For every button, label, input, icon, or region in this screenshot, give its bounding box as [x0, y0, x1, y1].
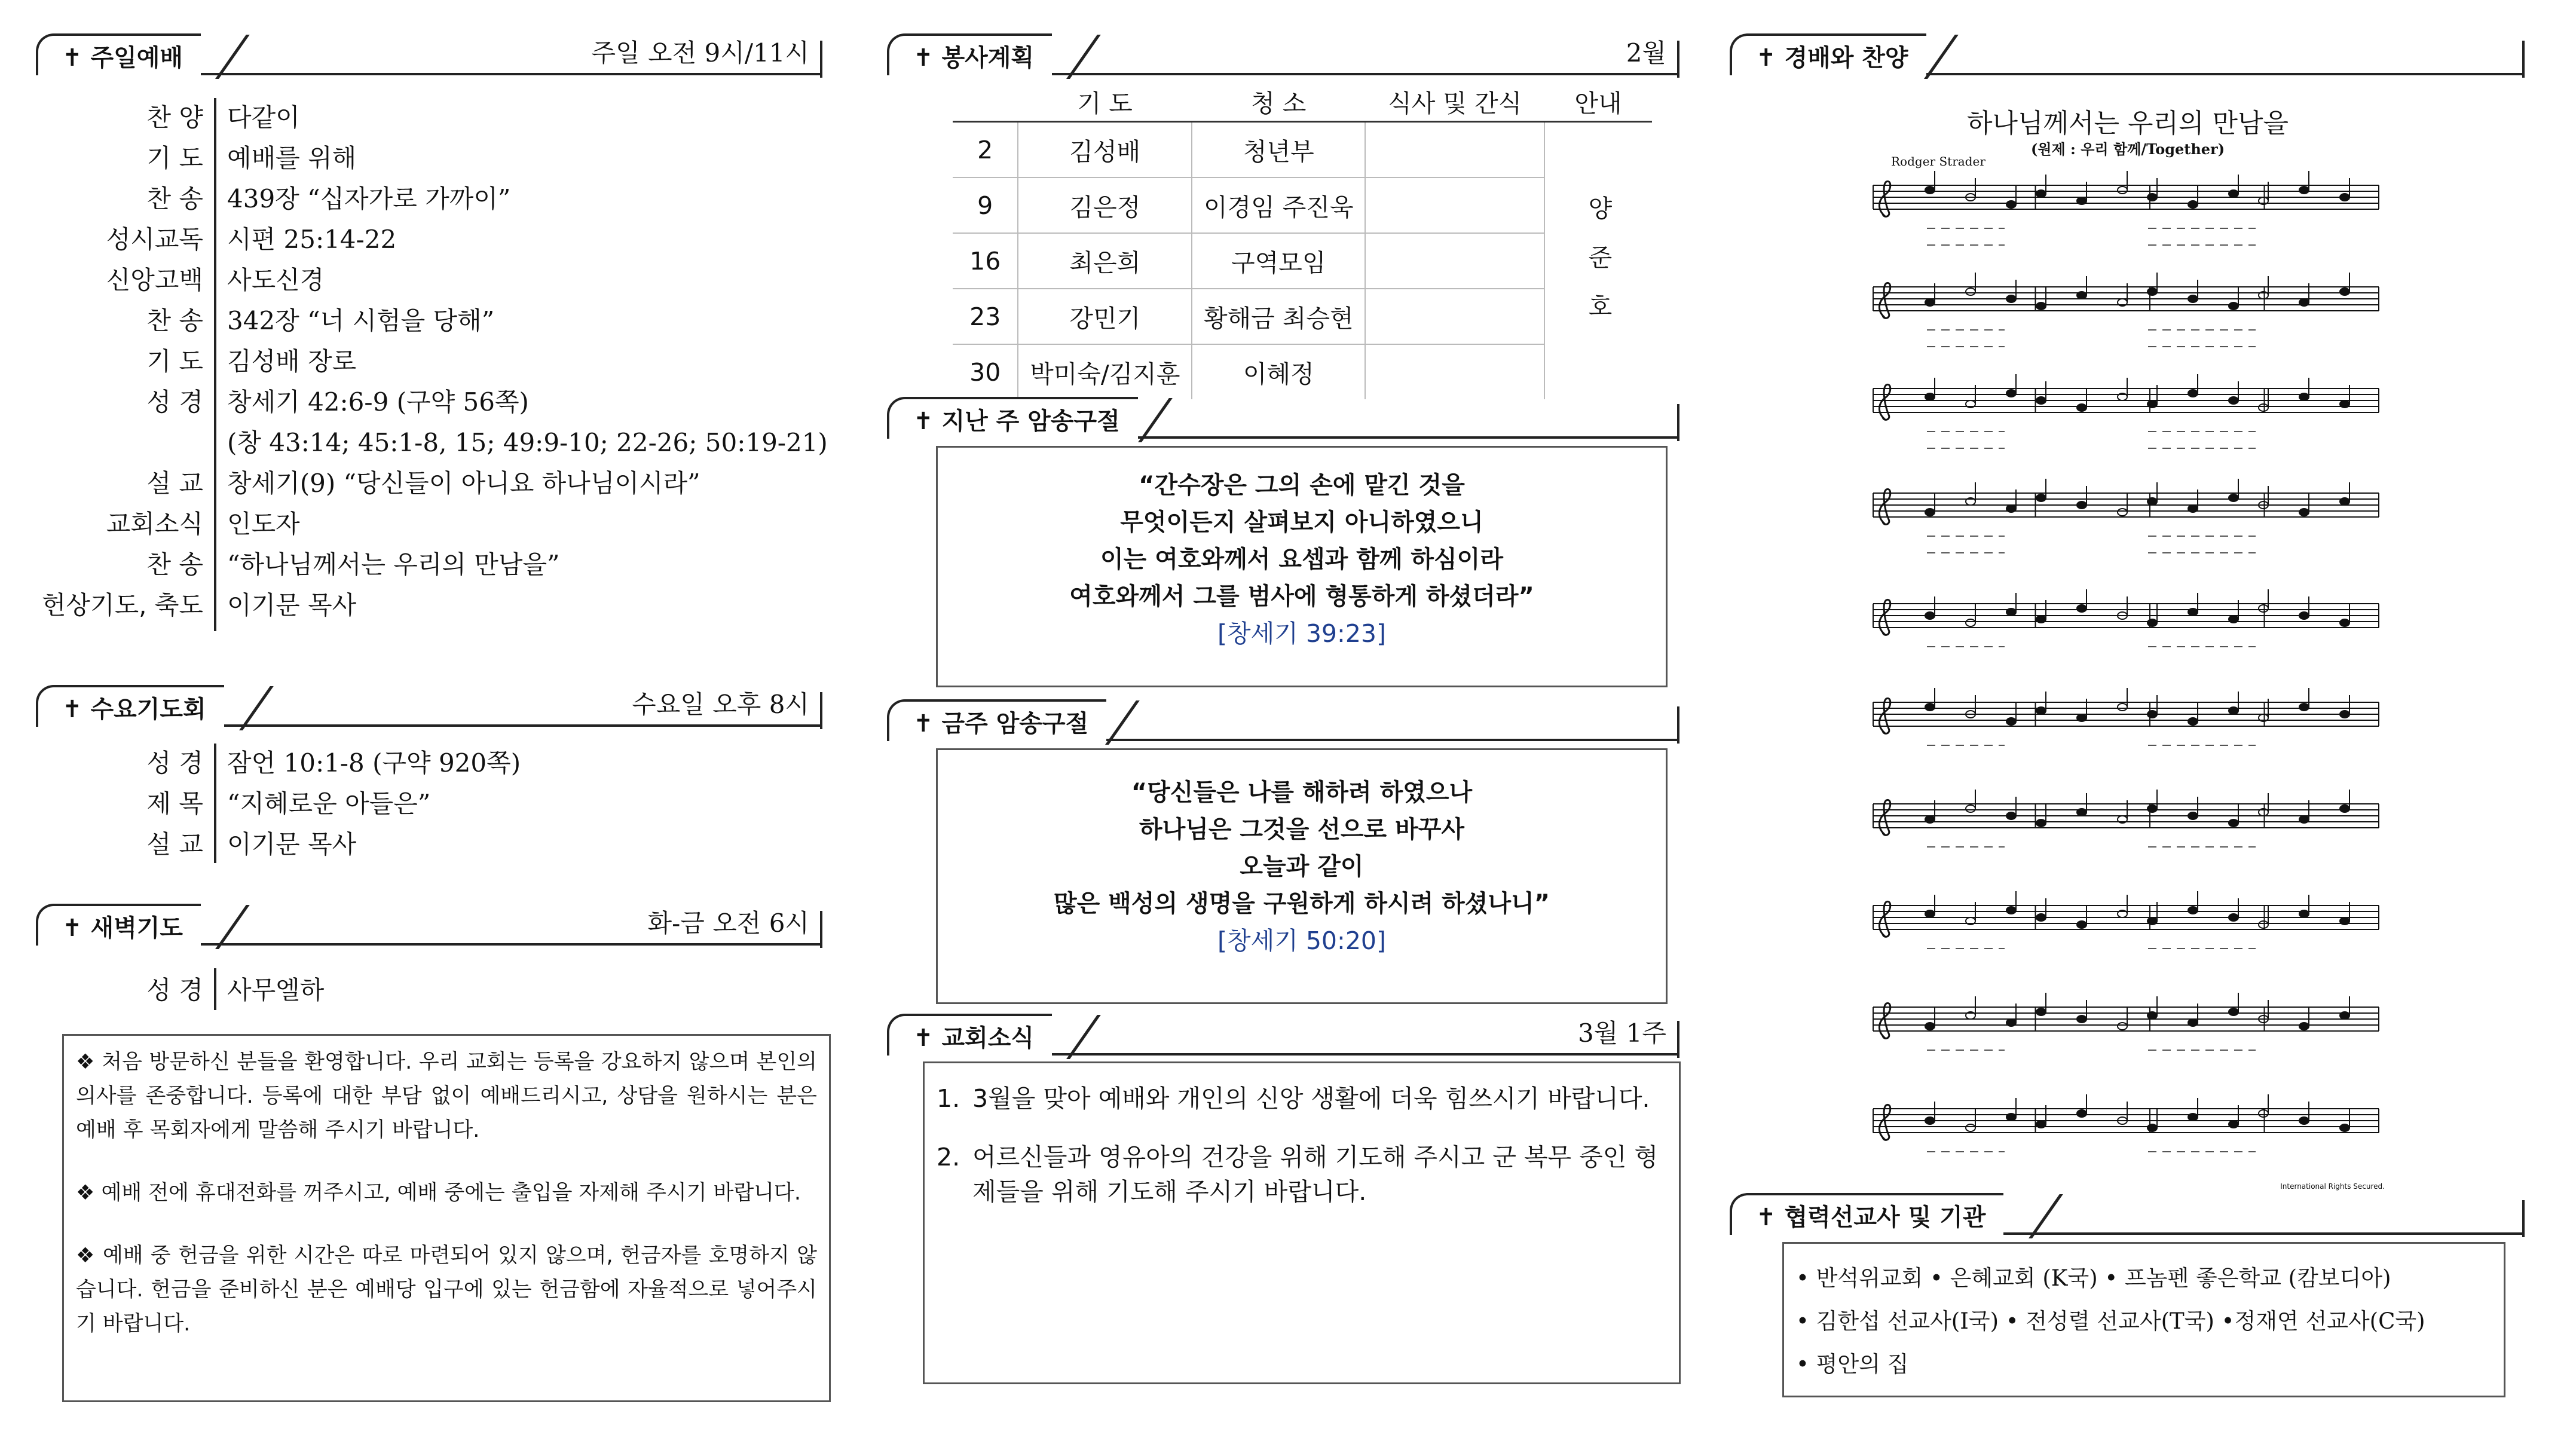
- news-number: 2.: [937, 1143, 960, 1171]
- cleaning-cell: 이혜정: [1192, 344, 1365, 399]
- verse-line: 하나님은 그것을 선으로 바꾸사: [1139, 816, 1465, 843]
- week-label: 3월 1주: [1578, 1018, 1666, 1048]
- service-item-value: 사도신경: [227, 265, 325, 295]
- note-head: [2299, 393, 2309, 400]
- service-item: [24, 741, 521, 782]
- service-item-value: 이기문 목사: [227, 830, 357, 859]
- note-head: [2259, 404, 2268, 411]
- note-head: [2147, 498, 2157, 505]
- meal-cell: [1365, 122, 1544, 178]
- this-week-verse-header: [887, 699, 1679, 741]
- note-head: [2188, 718, 2198, 725]
- note-head: [2118, 1023, 2127, 1030]
- section-title: ✝ 새벽기도: [62, 914, 183, 942]
- service-item: [24, 968, 324, 1009]
- note-head: [2147, 1012, 2157, 1019]
- note-head: [2036, 707, 2046, 714]
- note-head: [2077, 809, 2087, 816]
- note-head: [2259, 1110, 2268, 1117]
- note-head: [2299, 1117, 2309, 1124]
- day-cell: 16: [953, 233, 1018, 289]
- note-head: [2006, 907, 2016, 914]
- service-item-value: 사무엘하: [227, 975, 325, 1005]
- welcome-notice-box: [62, 1034, 831, 1402]
- usher-name: 양 준 호: [1583, 195, 1613, 327]
- note-head: [2036, 190, 2046, 197]
- note-head: [2006, 608, 2016, 616]
- cleaning-cell: 황해금 최승현: [1192, 289, 1365, 344]
- note-head: [2006, 295, 2016, 302]
- note-head: [2188, 1113, 2198, 1121]
- service-item-label: 설 교: [146, 830, 203, 859]
- note-head: [2340, 400, 2349, 408]
- prayer-cell: 박미숙/김지훈: [1018, 344, 1192, 399]
- note-head: [2340, 711, 2349, 718]
- note-head: [2299, 612, 2309, 619]
- service-item-label: 헌상기도, 축도: [41, 591, 203, 620]
- service-item-value: 시편 25:14-22: [227, 225, 397, 254]
- service-item-label: 찬 양: [146, 103, 203, 132]
- church-news-header: [887, 1014, 1679, 1056]
- note-head: [2188, 505, 2198, 512]
- day-cell: 30: [953, 344, 1018, 399]
- cleaning-cell: 이경임 주진욱: [1192, 178, 1365, 233]
- service-item-label: 신앙고백: [106, 265, 203, 295]
- note-head: [1966, 1124, 1975, 1131]
- treble-clef-icon: [1879, 698, 1890, 733]
- service-item: [24, 502, 828, 543]
- service-item: [24, 822, 521, 863]
- last-week-verse-header: [887, 397, 1679, 439]
- service-item: [24, 380, 828, 421]
- copyright-label: International Rights Secured.: [2280, 1182, 2385, 1191]
- service-item: [24, 258, 828, 299]
- notice-paragraph: ❖ 처음 방문하신 분들을 환영합니다. 우리 교회는 등록을 강요하지 않으며 본인의 의사를 존중합니다. 등록에 대한 부담 없이 예배드리시고, 상담을 원하시는 분은 예배 후 목회자에게 말씀해 주시기 바랍니다.: [76, 1050, 817, 1142]
- sunday-service-header: [36, 33, 822, 75]
- dawn-prayer-header: [36, 904, 822, 946]
- wednesday-order-of-service: [24, 741, 521, 863]
- note-head: [2006, 505, 2016, 512]
- verse-reference: [창세기 50:20]: [1217, 926, 1386, 955]
- note-head: [2077, 1110, 2087, 1117]
- meal-cell: [1365, 289, 1544, 344]
- note-head: [2147, 400, 2157, 408]
- worship-song-header: [1730, 33, 2525, 75]
- note-head: [1966, 805, 1975, 812]
- note-head: [1925, 1023, 1935, 1030]
- notice-paragraph: ❖ 예배 전에 휴대전화를 꺼주시고, 예배 중에는 출입을 자제해 주시기 바랍니다.: [76, 1181, 801, 1205]
- mission-line: • 평안의 집: [1796, 1351, 1909, 1377]
- note-head: [2229, 494, 2238, 501]
- verse-line: 많은 백성의 생명을 구원하게 하시려 하셨나니”: [1053, 890, 1550, 917]
- note-head: [2147, 194, 2157, 201]
- news-text: 어르신들과 영유아의 건강을 위해 기도해 주시고 군 복무 중인 형제들을 위해 기도해 주시기 바랍니다.: [972, 1143, 1659, 1206]
- verse-reference: [창세기 39:23]: [1217, 619, 1386, 648]
- note-head: [2229, 819, 2238, 827]
- cleaning-cell: 청년부: [1192, 122, 1365, 178]
- dawn-order-of-service: [24, 968, 324, 1009]
- prayer-cell: 강민기: [1018, 289, 1192, 344]
- note-head: [2229, 190, 2238, 197]
- note-head: [1966, 288, 1975, 295]
- note-head: [2036, 819, 2046, 827]
- note-head: [2340, 498, 2349, 505]
- note-head: [2188, 295, 2198, 302]
- song-title: 하나님께서는 우리의 만남을: [1966, 108, 2289, 139]
- prayer-cell: 최은희: [1018, 233, 1192, 289]
- treble-clef-icon: [1879, 901, 1890, 937]
- note-head: [2340, 288, 2349, 295]
- service-item: [24, 299, 828, 339]
- treble-clef-icon: [1879, 1003, 1890, 1038]
- note-head: [2006, 390, 2016, 397]
- column-header-prayer: 기 도: [1018, 81, 1192, 122]
- note-head: [2229, 914, 2238, 921]
- missions-box: [1782, 1242, 2505, 1397]
- mission-line: • 반석위교회 • 은혜교회 (K국) • 프놈펜 좋은학교 (캄보디아): [1796, 1265, 2391, 1291]
- service-item-label: 교회소식: [106, 509, 203, 539]
- meal-cell: [1365, 344, 1544, 399]
- meal-cell: [1365, 178, 1544, 233]
- note-head: [2006, 201, 2016, 208]
- service-item-label: 찬 송: [146, 184, 203, 213]
- service-item-label: 성 경: [146, 387, 203, 417]
- news-number: 1.: [937, 1084, 960, 1113]
- note-head: [2229, 1121, 2238, 1128]
- note-head: [1925, 509, 1935, 516]
- treble-clef-icon: [1879, 181, 1890, 216]
- note-head: [1966, 619, 1975, 626]
- section-title: ✝ 금주 암송구절: [913, 709, 1089, 738]
- note-head: [2036, 1008, 2046, 1015]
- service-item-label: 기 도: [146, 347, 203, 376]
- prayer-cell: 김성배: [1018, 122, 1192, 178]
- treble-clef-icon: [1879, 283, 1890, 318]
- note-head: [2188, 390, 2198, 397]
- table-row: [953, 122, 1652, 178]
- treble-clef-icon: [1879, 384, 1890, 420]
- treble-clef-icon: [1879, 489, 1890, 524]
- section-title: ✝ 경배와 찬양: [1756, 44, 1908, 72]
- note-head: [2036, 616, 2046, 623]
- service-item: [24, 543, 828, 583]
- treble-clef-icon: [1879, 1105, 1890, 1140]
- note-head: [2259, 605, 2268, 612]
- prayer-cell: 김은정: [1018, 178, 1192, 233]
- service-item: [24, 461, 828, 502]
- note-head: [2188, 608, 2198, 616]
- section-title: ✝ 지난 주 암송구절: [913, 407, 1120, 435]
- service-plan-header: [887, 33, 1679, 75]
- service-item: [24, 339, 828, 380]
- note-head: [2118, 509, 2127, 516]
- service-item-value: 예배를 위해: [227, 143, 357, 173]
- wednesday-service-header: [36, 685, 822, 727]
- note-head: [2340, 1124, 2349, 1131]
- note-head: [2229, 397, 2238, 404]
- note-head: [2118, 703, 2127, 711]
- verse-line: 이는 여호와께서 요셉과 함께 하심이라: [1100, 546, 1503, 573]
- note-head: [2147, 1124, 2157, 1131]
- missions-header: [1730, 1193, 2525, 1235]
- song-subtitle: (원제 : 우리 함께/Together): [2030, 140, 2225, 158]
- note-head: [2006, 718, 2016, 725]
- service-item-label: 기 도: [146, 143, 203, 173]
- note-head: [2118, 186, 2127, 194]
- note-head: [2147, 805, 2157, 812]
- service-item-label: 성 경: [146, 975, 203, 1005]
- note-head: [2299, 1023, 2309, 1030]
- note-head: [2147, 711, 2157, 718]
- service-item: [24, 218, 828, 258]
- service-time: 화-금 오전 6시: [647, 908, 809, 938]
- note-head: [2229, 1008, 2238, 1015]
- note-head: [1925, 186, 1935, 194]
- section-title: ✝ 수요기도회: [62, 695, 206, 723]
- last-week-verse-box: [936, 446, 1668, 687]
- note-head: [2299, 703, 2309, 711]
- column-header-meal: 식사 및 간식: [1365, 81, 1544, 122]
- section-title: ✝ 교회소식: [913, 1024, 1035, 1052]
- news-item: [937, 1140, 1667, 1209]
- note-head: [2006, 1113, 2016, 1121]
- note-head: [2147, 288, 2157, 295]
- mission-line: • 김한섭 선교사(I국) • 전성렬 선교사(T국) •정재연 선교사(C국): [1796, 1308, 2425, 1334]
- church-news-box: [923, 1061, 1681, 1384]
- note-head: [1925, 910, 1935, 917]
- note-head: [2340, 805, 2349, 812]
- service-time: 주일 오전 9시/11시: [591, 38, 809, 68]
- music-staff-graphic: [1865, 96, 2391, 1189]
- service-item-value: 잠언 10:1-8 (구약 920쪽): [227, 748, 521, 778]
- note-head: [1925, 1117, 1935, 1124]
- note-head: [2259, 921, 2268, 928]
- service-item: [24, 136, 828, 177]
- note-head: [2036, 494, 2046, 501]
- note-head: [2188, 1019, 2198, 1026]
- service-item-label: 찬 송: [146, 550, 203, 579]
- note-head: [1925, 816, 1935, 823]
- meal-cell: [1365, 233, 1544, 289]
- service-item: [24, 782, 521, 822]
- note-head: [1925, 299, 1935, 306]
- service-item-value: 창세기 42:6-9 (구약 56쪽): [227, 387, 529, 417]
- note-head: [2229, 707, 2238, 714]
- note-head: [2006, 1019, 2016, 1026]
- news-item: [937, 1081, 1667, 1116]
- service-item-value: 인도자: [227, 509, 300, 539]
- service-time: 수요일 오후 8시: [632, 690, 809, 719]
- service-item-value: 439장 “십자가로 가까이”: [227, 184, 511, 213]
- note-head: [2077, 501, 2087, 509]
- note-head: [2340, 194, 2349, 201]
- service-item-label: 성 경: [146, 748, 203, 778]
- column-header-cleaning: 청 소: [1192, 81, 1365, 122]
- note-head: [2036, 397, 2046, 404]
- note-head: [2147, 619, 2157, 626]
- day-cell: 23: [953, 289, 1018, 344]
- treble-clef-icon: [1879, 599, 1890, 635]
- note-head: [2340, 917, 2349, 925]
- service-item-value: 이기문 목사: [227, 591, 357, 620]
- service-item: [24, 177, 828, 218]
- composer-label: Rodger Strader: [1891, 154, 1985, 169]
- note-head: [2229, 302, 2238, 310]
- sunday-order-of-service: [24, 96, 828, 624]
- note-head: [2036, 1121, 2046, 1128]
- news-text: 3월을 맞아 예배와 개인의 신앙 생활에 더욱 힘쓰시기 바랍니다.: [972, 1084, 1650, 1113]
- verse-line: “당신들은 나를 해하려 하였으나: [1131, 779, 1473, 806]
- note-head: [2299, 910, 2309, 917]
- note-head: [2077, 197, 2087, 204]
- day-cell: 2: [953, 122, 1018, 178]
- note-head: [2077, 292, 2087, 299]
- note-head: [2036, 914, 2046, 921]
- service-item-label: 설 교: [146, 469, 203, 498]
- service-item-value: “하나님께서는 우리의 만남을”: [227, 550, 560, 579]
- service-item: [24, 583, 828, 624]
- service-item-value: “지혜로운 아들은”: [227, 789, 431, 818]
- verse-line: 여호와께서 그를 범사에 형통하게 하셨더라”: [1069, 583, 1534, 610]
- note-head: [2077, 404, 2087, 411]
- service-item-value: 다같이: [227, 103, 300, 132]
- service-item: [24, 421, 828, 461]
- note-head: [2147, 917, 2157, 925]
- usher-cell: [1544, 122, 1652, 400]
- treble-clef-icon: [1879, 800, 1890, 835]
- service-item-label: 찬 송: [146, 306, 203, 335]
- note-head: [2229, 616, 2238, 623]
- note-head: [2340, 1012, 2349, 1019]
- note-head: [2077, 714, 2087, 721]
- section-title: ✝ 주일예배: [62, 44, 183, 72]
- note-head: [2188, 201, 2198, 208]
- note-head: [2036, 302, 2046, 310]
- service-plan-table: [953, 81, 1652, 399]
- table-header-row: [953, 81, 1652, 122]
- note-head: [2299, 299, 2309, 306]
- this-week-verse-box: [936, 748, 1668, 1004]
- section-title: ✝ 봉사계획: [913, 44, 1035, 72]
- sheet-music: [1865, 96, 2391, 1189]
- service-item-value: 창세기(9) “당신들이 아니요 하나님이시라”: [227, 469, 700, 498]
- notice-paragraph: ❖ 예배 중 헌금을 위한 시간은 따로 마련되어 있지 않으며, 헌금자를 호명하지 않습니다. 헌금을 준비하신 분은 예배당 입구에 있는 헌금함에 자율적으로 넣어주시기 바랍니다.: [76, 1244, 817, 1336]
- note-head: [1925, 703, 1935, 711]
- verse-line: 오늘과 같이: [1240, 853, 1364, 880]
- note-head: [2077, 1015, 2087, 1023]
- service-item-label: 성시교독: [106, 225, 203, 254]
- service-item-value: (창 43:14; 45:1-8, 15; 49:9-10; 22-26; 50:19-21): [227, 428, 828, 457]
- service-item-value: 김성배 장로: [227, 347, 357, 376]
- service-item: [24, 96, 828, 136]
- note-head: [2299, 186, 2309, 194]
- note-head: [2188, 812, 2198, 819]
- note-head: [2006, 812, 2016, 819]
- note-head: [2188, 907, 2198, 914]
- note-head: [2340, 619, 2349, 626]
- cleaning-cell: 구역모임: [1192, 233, 1365, 289]
- note-head: [2077, 605, 2087, 612]
- column-header-usher: 안내: [1544, 81, 1652, 122]
- verse-line: “간수장은 그의 손에 맡긴 것을: [1139, 472, 1465, 499]
- note-head: [2299, 816, 2309, 823]
- day-cell: 9: [953, 178, 1018, 233]
- section-title: ✝ 협력선교사 및 기관: [1756, 1203, 1986, 1231]
- service-item-value: 342장 “너 시험을 당해”: [227, 306, 495, 335]
- note-head: [1925, 393, 1935, 400]
- note-head: [2299, 509, 2309, 516]
- note-head: [2077, 921, 2087, 928]
- service-item-label: 제 목: [146, 789, 203, 818]
- verse-line: 무엇이든지 살펴보지 아니하였으니: [1120, 509, 1483, 536]
- month-label: 2월: [1626, 38, 1666, 68]
- note-head: [1925, 612, 1935, 619]
